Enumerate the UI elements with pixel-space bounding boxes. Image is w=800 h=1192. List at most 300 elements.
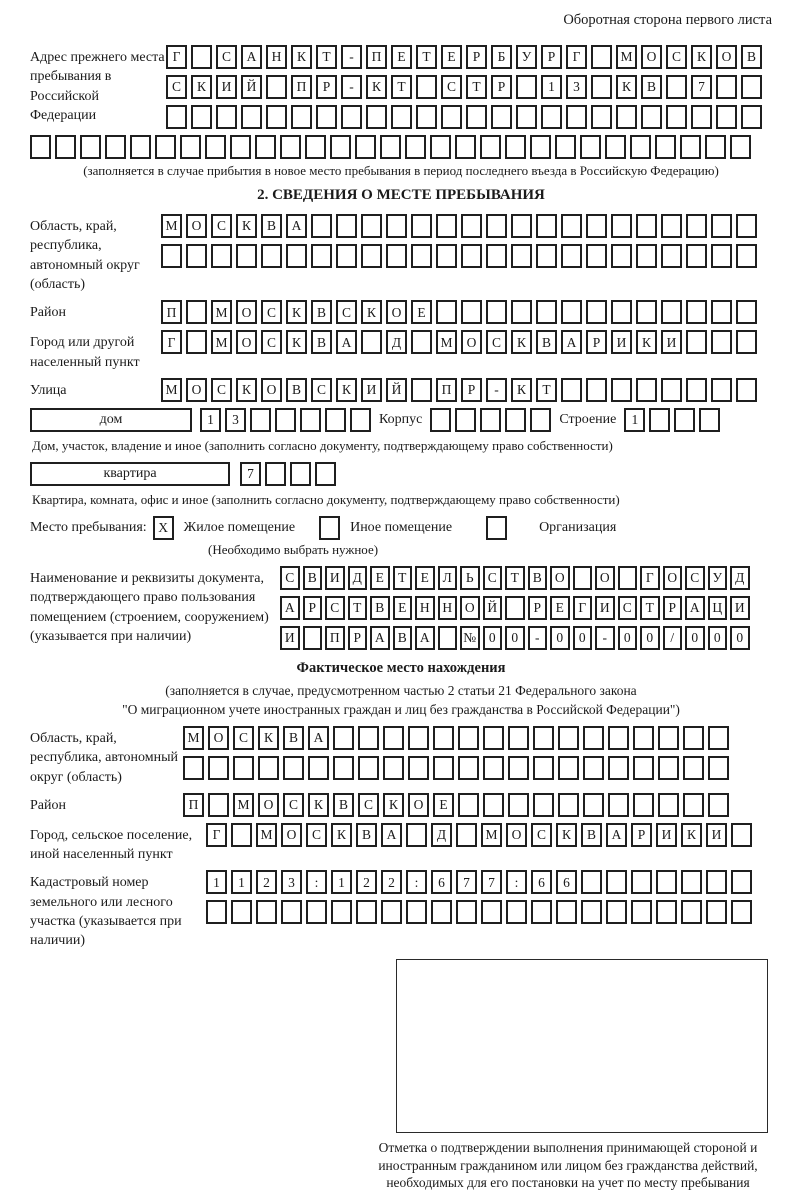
char-cell: И — [280, 626, 300, 650]
char-cell: В — [641, 75, 662, 99]
stay-option-inoe-label: Иное помещение — [350, 519, 453, 535]
char-cell — [608, 726, 629, 750]
char-cell: Е — [433, 793, 454, 817]
char-cell — [483, 726, 504, 750]
char-cell — [261, 244, 282, 268]
char-cell: 7 — [240, 462, 261, 486]
char-cell: О — [461, 330, 482, 354]
char-grid-row — [280, 596, 750, 620]
char-cell: 3 — [281, 870, 302, 894]
korpus-label: Корпус — [379, 411, 423, 427]
char-cell: - — [341, 45, 362, 69]
char-cell: И — [595, 596, 615, 620]
char-cell — [656, 900, 677, 924]
char-cell: О — [386, 300, 407, 324]
char-cell: П — [183, 793, 204, 817]
char-cell — [208, 793, 229, 817]
char-grid-row — [240, 462, 336, 486]
actual-region-field — [30, 726, 772, 787]
char-grid-row — [161, 330, 757, 354]
char-cell: Й — [241, 75, 262, 99]
document-label: Наименование и реквизиты документа, подтверждающего право пользования помещением (строением, сооружением) (указывается при наличии) — [30, 570, 269, 644]
char-cell: Т — [391, 75, 412, 99]
char-cell — [330, 135, 351, 159]
char-cell — [358, 726, 379, 750]
char-cell — [661, 300, 682, 324]
char-cell — [686, 214, 707, 238]
char-cell: И — [325, 566, 345, 590]
char-cell — [736, 378, 757, 402]
char-cell — [674, 408, 695, 432]
char-cell — [416, 75, 437, 99]
char-cell — [325, 408, 346, 432]
char-cell: Г — [566, 45, 587, 69]
char-cell — [583, 793, 604, 817]
char-cell — [491, 105, 512, 129]
char-grid-row — [200, 408, 371, 432]
char-cell: 0 — [708, 626, 728, 650]
char-cell — [716, 75, 737, 99]
cadastral-rows — [206, 870, 752, 924]
char-cell: К — [361, 300, 382, 324]
char-cell: В — [528, 566, 548, 590]
char-cell — [541, 105, 562, 129]
cadastral-field — [30, 870, 772, 950]
char-cell — [205, 135, 226, 159]
char-cell — [573, 566, 593, 590]
char-cell: 7 — [456, 870, 477, 894]
char-cell: С — [666, 45, 687, 69]
char-cell — [266, 105, 287, 129]
char-cell — [741, 75, 762, 99]
char-cell: К — [383, 793, 404, 817]
char-cell — [341, 105, 362, 129]
char-cell: Ь — [460, 566, 480, 590]
char-cell: В — [581, 823, 602, 847]
section2-title: 2. СВЕДЕНИЯ О МЕСТЕ ПРЕБЫВАНИЯ — [257, 187, 545, 203]
char-cell — [731, 900, 752, 924]
char-cell: Е — [370, 566, 390, 590]
char-cell: А — [561, 330, 582, 354]
char-cell — [406, 823, 427, 847]
char-cell: О — [506, 823, 527, 847]
char-cell: В — [303, 566, 323, 590]
char-cell — [166, 105, 187, 129]
char-cell — [611, 214, 632, 238]
char-cell — [686, 244, 707, 268]
char-cell — [305, 135, 326, 159]
document-rows — [280, 566, 750, 650]
char-cell: Р — [631, 823, 652, 847]
char-cell — [303, 626, 323, 650]
char-cell — [461, 214, 482, 238]
char-cell — [300, 408, 321, 432]
char-cell: У — [708, 566, 728, 590]
char-cell — [681, 900, 702, 924]
char-cell: : — [506, 870, 527, 894]
stay-type-row — [30, 516, 772, 540]
char-cell: Р — [528, 596, 548, 620]
house-note: Дом, участок, владение и иное (заполнить согласно документу, подтверждающему право собственности) — [32, 437, 613, 453]
char-cell: К — [286, 330, 307, 354]
char-cell — [231, 823, 252, 847]
char-cell: О — [236, 300, 257, 324]
char-cell — [350, 408, 371, 432]
char-cell: С — [261, 330, 282, 354]
region-field — [30, 214, 772, 294]
char-cell: С — [311, 378, 332, 402]
char-cell — [680, 135, 701, 159]
char-cell: С — [336, 300, 357, 324]
char-cell — [458, 726, 479, 750]
char-cell: В — [356, 823, 377, 847]
char-cell — [311, 214, 332, 238]
char-cell: В — [393, 626, 413, 650]
char-cell — [558, 726, 579, 750]
char-grid-row — [166, 75, 762, 99]
char-cell — [458, 793, 479, 817]
char-cell — [591, 105, 612, 129]
char-cell: О — [186, 214, 207, 238]
char-cell: 1 — [331, 870, 352, 894]
char-cell: Т — [466, 75, 487, 99]
char-cell: С — [280, 566, 300, 590]
char-grid-row — [430, 408, 551, 432]
char-cell — [656, 870, 677, 894]
char-cell: 0 — [483, 626, 503, 650]
char-cell: В — [286, 378, 307, 402]
char-cell — [581, 870, 602, 894]
char-cell — [586, 378, 607, 402]
char-cell: Р — [316, 75, 337, 99]
char-cell: Т — [536, 378, 557, 402]
actual-city-field — [30, 823, 772, 865]
char-cell — [411, 214, 432, 238]
char-cell — [361, 244, 382, 268]
char-cell — [411, 378, 432, 402]
char-cell — [366, 105, 387, 129]
char-cell: М — [161, 378, 182, 402]
char-cell — [561, 378, 582, 402]
char-cell: К — [236, 378, 257, 402]
stay-option-org-label: Организация — [539, 519, 617, 535]
char-cell — [406, 900, 427, 924]
char-cell: М — [161, 214, 182, 238]
char-cell: С — [618, 596, 638, 620]
char-cell — [516, 105, 537, 129]
char-cell: 0 — [640, 626, 660, 650]
char-cell: О — [550, 566, 570, 590]
char-cell — [606, 870, 627, 894]
char-cell — [361, 330, 382, 354]
char-cell — [533, 756, 554, 780]
stay-type-note: (Необходимо выбрать нужное) — [208, 541, 379, 557]
char-cell — [480, 135, 501, 159]
char-cell — [641, 105, 662, 129]
char-cell — [711, 378, 732, 402]
char-cell — [661, 244, 682, 268]
char-cell — [636, 214, 657, 238]
char-cell: Р — [348, 626, 368, 650]
char-cell — [391, 105, 412, 129]
char-cell: М — [436, 330, 457, 354]
char-cell — [258, 756, 279, 780]
char-cell: К — [366, 75, 387, 99]
char-cell: С — [531, 823, 552, 847]
char-cell — [683, 793, 704, 817]
char-cell — [281, 900, 302, 924]
char-cell — [530, 408, 551, 432]
char-cell: 0 — [550, 626, 570, 650]
char-cell: К — [236, 214, 257, 238]
char-cell — [633, 726, 654, 750]
char-cell — [649, 408, 670, 432]
char-cell — [686, 330, 707, 354]
char-cell: В — [311, 330, 332, 354]
char-cell: А — [241, 45, 262, 69]
char-cell — [736, 300, 757, 324]
char-cell — [508, 726, 529, 750]
char-cell: Г — [161, 330, 182, 354]
char-grid-row — [183, 793, 729, 817]
char-cell: 6 — [556, 870, 577, 894]
char-cell — [361, 214, 382, 238]
char-cell: М — [211, 300, 232, 324]
char-cell: 2 — [356, 870, 377, 894]
char-cell — [356, 900, 377, 924]
char-cell — [290, 462, 311, 486]
char-cell — [275, 408, 296, 432]
char-cell — [586, 300, 607, 324]
char-cell — [705, 135, 726, 159]
house-box: дом — [30, 408, 192, 432]
char-cell — [630, 135, 651, 159]
char-cell: 2 — [256, 870, 277, 894]
char-cell — [633, 756, 654, 780]
char-cell — [333, 756, 354, 780]
char-cell: С — [233, 726, 254, 750]
prev-address-note: (заполняется в случае прибытия в новое место пребывания в период последнего въезда в Российскую Федерацию) — [83, 163, 719, 178]
char-cell: П — [325, 626, 345, 650]
char-cell — [530, 135, 551, 159]
char-cell: О — [716, 45, 737, 69]
char-cell: М — [256, 823, 277, 847]
stay-type-label: Место пребывания: — [30, 519, 147, 535]
char-cell — [255, 135, 276, 159]
char-cell — [358, 756, 379, 780]
char-cell — [586, 244, 607, 268]
char-cell — [333, 726, 354, 750]
region-rows — [161, 214, 757, 268]
char-cell: П — [366, 45, 387, 69]
char-cell — [536, 214, 557, 238]
city-field — [30, 330, 772, 372]
char-cell — [480, 408, 501, 432]
char-cell: И — [656, 823, 677, 847]
char-cell — [216, 105, 237, 129]
char-cell — [618, 566, 638, 590]
stamp-note: Отметка о подтверждении выполнения принимающей стороной и иностранным гражданином или лицом без гражданства действий, необходимых для его постановки на учет по месту пребывания — [378, 1139, 758, 1191]
char-cell: С — [166, 75, 187, 99]
char-cell: О — [663, 566, 683, 590]
actual-district-field — [30, 793, 772, 817]
char-cell: О — [208, 726, 229, 750]
char-cell — [230, 135, 251, 159]
cadastral-label: Кадастровый номер земельного или лесного участка (указывается при наличии) — [30, 875, 182, 949]
char-cell: 1 — [206, 870, 227, 894]
char-cell — [291, 105, 312, 129]
char-cell: С — [325, 596, 345, 620]
char-cell — [616, 105, 637, 129]
char-cell — [558, 756, 579, 780]
char-grid-row — [280, 566, 750, 590]
char-cell — [380, 135, 401, 159]
char-cell — [658, 756, 679, 780]
char-cell: Р — [541, 45, 562, 69]
apartment-row — [30, 462, 772, 486]
char-cell: 0 — [573, 626, 593, 650]
city-label: Город или другой населенный пункт — [30, 335, 140, 370]
char-cell: Б — [491, 45, 512, 69]
char-cell — [405, 135, 426, 159]
char-cell — [286, 244, 307, 268]
char-cell: М — [481, 823, 502, 847]
char-cell: И — [216, 75, 237, 99]
char-cell — [736, 330, 757, 354]
char-cell: 0 — [685, 626, 705, 650]
checkbox-zhiloe: X — [153, 516, 174, 540]
char-cell — [180, 135, 201, 159]
char-cell — [386, 244, 407, 268]
char-cell: 7 — [481, 870, 502, 894]
char-cell: Е — [550, 596, 570, 620]
char-cell — [711, 244, 732, 268]
char-cell: Е — [411, 300, 432, 324]
char-cell: 1 — [541, 75, 562, 99]
char-cell: Г — [206, 823, 227, 847]
char-cell: Р — [303, 596, 323, 620]
char-cell — [458, 756, 479, 780]
char-cell — [636, 244, 657, 268]
district-field — [30, 300, 772, 324]
confirmation-stamp-box — [396, 959, 768, 1133]
char-cell: 1 — [231, 870, 252, 894]
char-cell — [436, 300, 457, 324]
char-cell — [605, 135, 626, 159]
prev-address-label: Адрес прежнего места пребывания в Российской Федерации — [30, 50, 165, 123]
char-cell — [55, 135, 76, 159]
char-cell: И — [661, 330, 682, 354]
char-cell: К — [511, 378, 532, 402]
char-cell — [611, 378, 632, 402]
char-cell: 1 — [624, 408, 645, 432]
char-cell — [431, 900, 452, 924]
char-cell: Ц — [708, 596, 728, 620]
char-cell: В — [333, 793, 354, 817]
char-cell: О — [236, 330, 257, 354]
char-cell — [386, 214, 407, 238]
actual-city-label: Город, сельское поселение, иной населенный пункт — [30, 827, 193, 863]
char-cell — [591, 45, 612, 69]
char-cell — [433, 726, 454, 750]
char-cell: - — [341, 75, 362, 99]
char-cell — [711, 330, 732, 354]
char-cell — [105, 135, 126, 159]
char-grid-row — [183, 726, 729, 750]
char-cell: В — [261, 214, 282, 238]
char-cell — [583, 726, 604, 750]
char-cell — [381, 900, 402, 924]
char-cell: О — [641, 45, 662, 69]
char-cell — [533, 793, 554, 817]
char-cell — [408, 756, 429, 780]
char-cell: Р — [663, 596, 683, 620]
stroenie-label: Строение — [559, 411, 617, 427]
char-cell — [558, 793, 579, 817]
char-cell: О — [186, 378, 207, 402]
char-cell — [658, 726, 679, 750]
char-cell: К — [511, 330, 532, 354]
char-cell — [241, 105, 262, 129]
char-cell — [183, 756, 204, 780]
char-cell: 7 — [691, 75, 712, 99]
char-grid-row — [183, 756, 729, 780]
char-cell: С — [283, 793, 304, 817]
char-grid-row — [206, 823, 752, 847]
char-cell — [686, 300, 707, 324]
char-cell: И — [730, 596, 750, 620]
char-cell: Н — [266, 45, 287, 69]
char-cell: Р — [491, 75, 512, 99]
char-cell: - — [528, 626, 548, 650]
char-cell — [736, 214, 757, 238]
char-cell — [308, 756, 329, 780]
char-cell — [306, 900, 327, 924]
char-cell — [256, 900, 277, 924]
char-cell — [455, 408, 476, 432]
char-cell: О — [408, 793, 429, 817]
document-field — [30, 566, 772, 650]
char-cell: К — [331, 823, 352, 847]
char-cell: А — [415, 626, 435, 650]
char-cell — [708, 726, 729, 750]
char-cell — [511, 300, 532, 324]
region-label: Область, край, республика, автономный округ (область) — [30, 219, 140, 292]
char-cell: - — [486, 378, 507, 402]
char-cell: К — [616, 75, 637, 99]
checkbox-inoe — [319, 516, 340, 540]
char-cell: О — [261, 378, 282, 402]
street-label: Улица — [30, 382, 67, 398]
char-cell: К — [308, 793, 329, 817]
char-cell — [658, 793, 679, 817]
char-cell — [436, 214, 457, 238]
char-cell — [506, 900, 527, 924]
char-cell — [505, 408, 526, 432]
char-cell: Т — [393, 566, 413, 590]
char-cell — [155, 135, 176, 159]
char-cell — [231, 900, 252, 924]
apartment-note: Квартира, комната, офис и иное (заполнить согласно документу, подтверждающему право собственности) — [32, 491, 620, 507]
char-cell: 2 — [381, 870, 402, 894]
district-label: Район — [30, 305, 66, 321]
char-cell — [508, 756, 529, 780]
char-cell: Т — [416, 45, 437, 69]
char-cell — [708, 793, 729, 817]
char-cell: 1 — [200, 408, 221, 432]
char-cell: М — [616, 45, 637, 69]
char-cell — [555, 135, 576, 159]
